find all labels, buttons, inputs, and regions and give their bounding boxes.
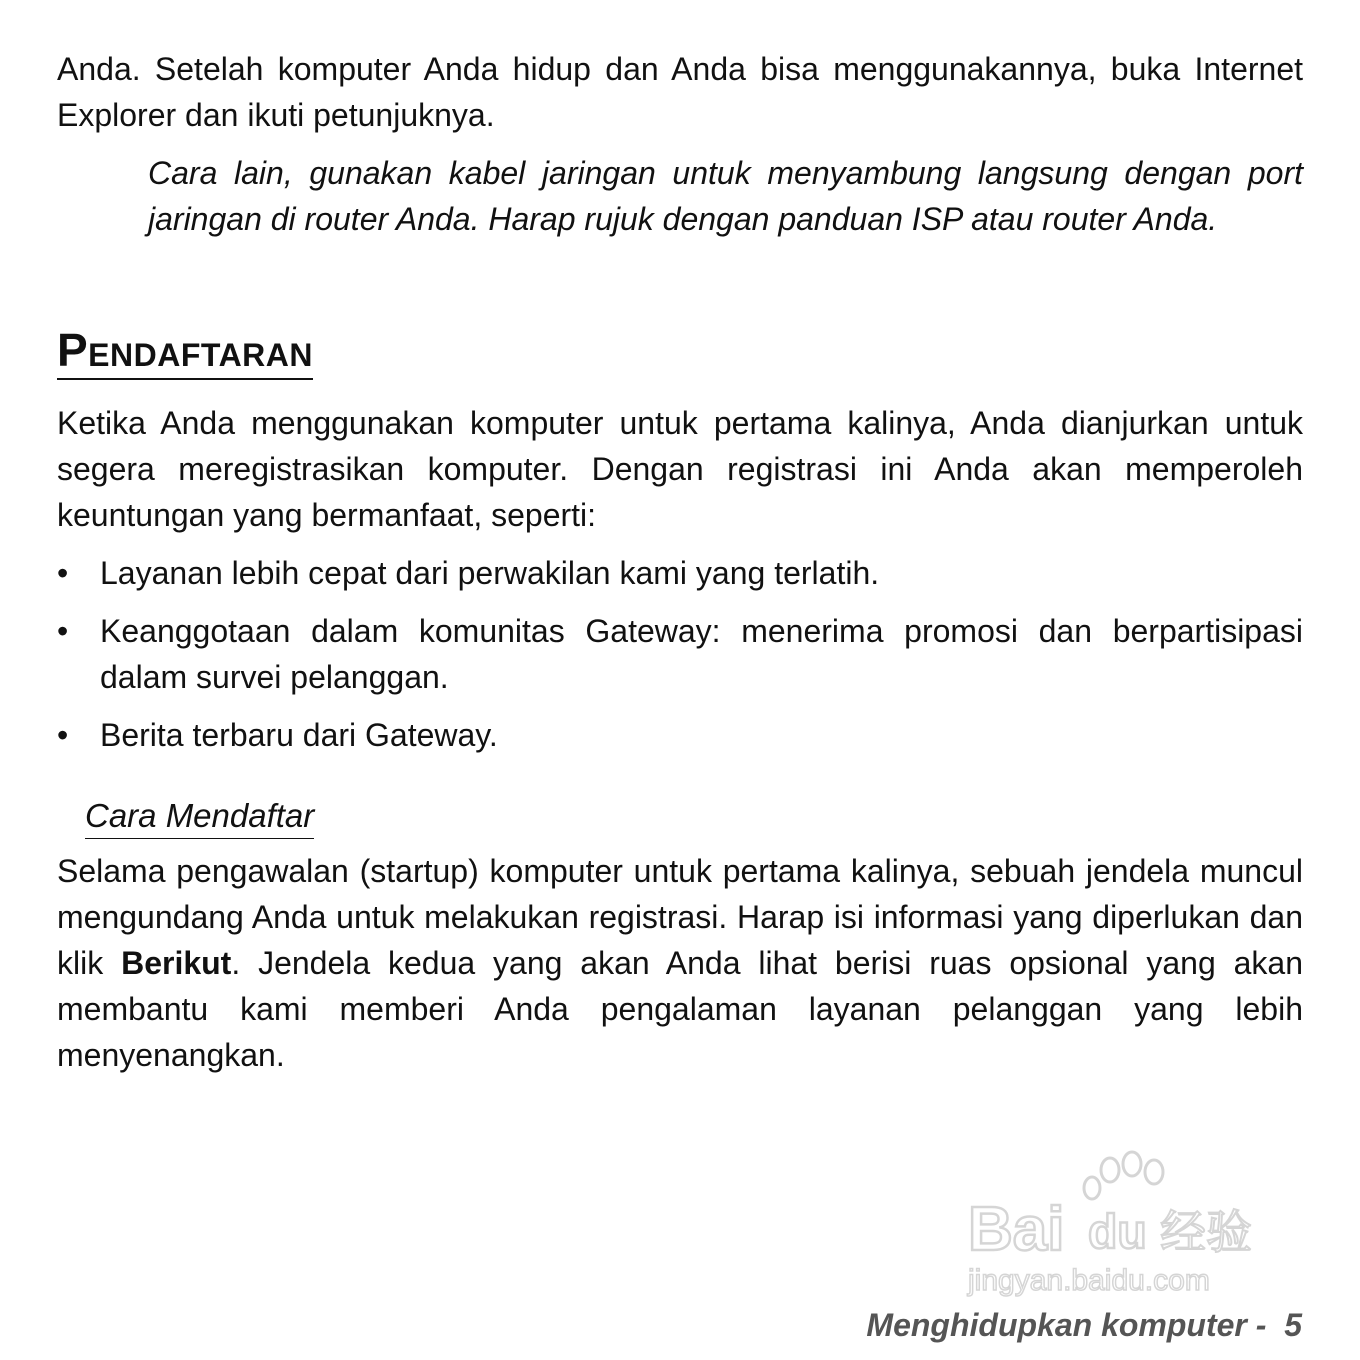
page-number: 5 bbox=[1284, 1307, 1302, 1343]
paragraph-text: Selama pengawalan (startup) komputer untuk pertama kalinya, sebuah jendela muncul mengundang Anda untuk melakukan registrasi. Harap isi informasi yang diperlukan dan klik bbox=[57, 853, 1303, 981]
footer-chapter: Menghidupkan komputer - bbox=[866, 1307, 1276, 1343]
italic-note: Cara lain, gunakan kabel jaringan untuk menyambung langsung dengan port jaringan di router Anda. Harap rujuk dengan panduan ISP atau router Anda. bbox=[148, 155, 1303, 237]
bullet-icon: • bbox=[57, 555, 69, 591]
list-item-text: Keanggotaan dalam komunitas Gateway: menerima promosi dan berpartisipasi dalam survei pelanggan. bbox=[100, 613, 1303, 695]
baidu-watermark-logo bbox=[960, 1150, 1290, 1310]
paragraph-text: . Jendela kedua yang akan Anda lihat berisi ruas opsional yang akan membantu kami memberi Anda pengalaman layanan pelanggan yang lebih menyenangkan. bbox=[57, 945, 1304, 1073]
list-item bbox=[57, 550, 1303, 596]
svg-text:jingyan.baidu.com: jingyan.baidu.com bbox=[968, 1264, 1210, 1297]
page-footer bbox=[866, 1305, 1302, 1345]
last-paragraph bbox=[57, 848, 1303, 1078]
berikut-bold-text: Berikut bbox=[121, 945, 232, 981]
bullet-icon: • bbox=[57, 613, 69, 649]
svg-text:Bai: Bai bbox=[968, 1195, 1065, 1264]
section-title: Pendaftaran bbox=[57, 322, 313, 380]
list-item-text: Berita terbaru dari Gateway. bbox=[100, 717, 498, 753]
list-item bbox=[57, 608, 1303, 700]
bullet-icon: • bbox=[57, 717, 69, 753]
list-item-text: Layanan lebih cepat dari perwakilan kami yang terlatih. bbox=[100, 555, 880, 591]
subsection-title: Cara Mendaftar bbox=[85, 794, 314, 839]
section-intro: Ketika Anda menggunakan komputer untuk pertama kalinya, Anda dianjurkan untuk segera meregistrasikan komputer. Dengan registrasi ini Anda akan memperoleh keuntungan yang bermanfaat, seperti: bbox=[57, 405, 1303, 533]
svg-text:du: du bbox=[1088, 1206, 1147, 1259]
svg-text:经验: 经验 bbox=[1160, 1205, 1252, 1259]
list-item bbox=[57, 712, 1303, 758]
intro-paragraph: Anda. Setelah komputer Anda hidup dan Anda bisa menggunakannya, buka Internet Explorer dan ikuti petunjuknya. bbox=[57, 51, 1303, 133]
benefit-list bbox=[57, 550, 1303, 770]
